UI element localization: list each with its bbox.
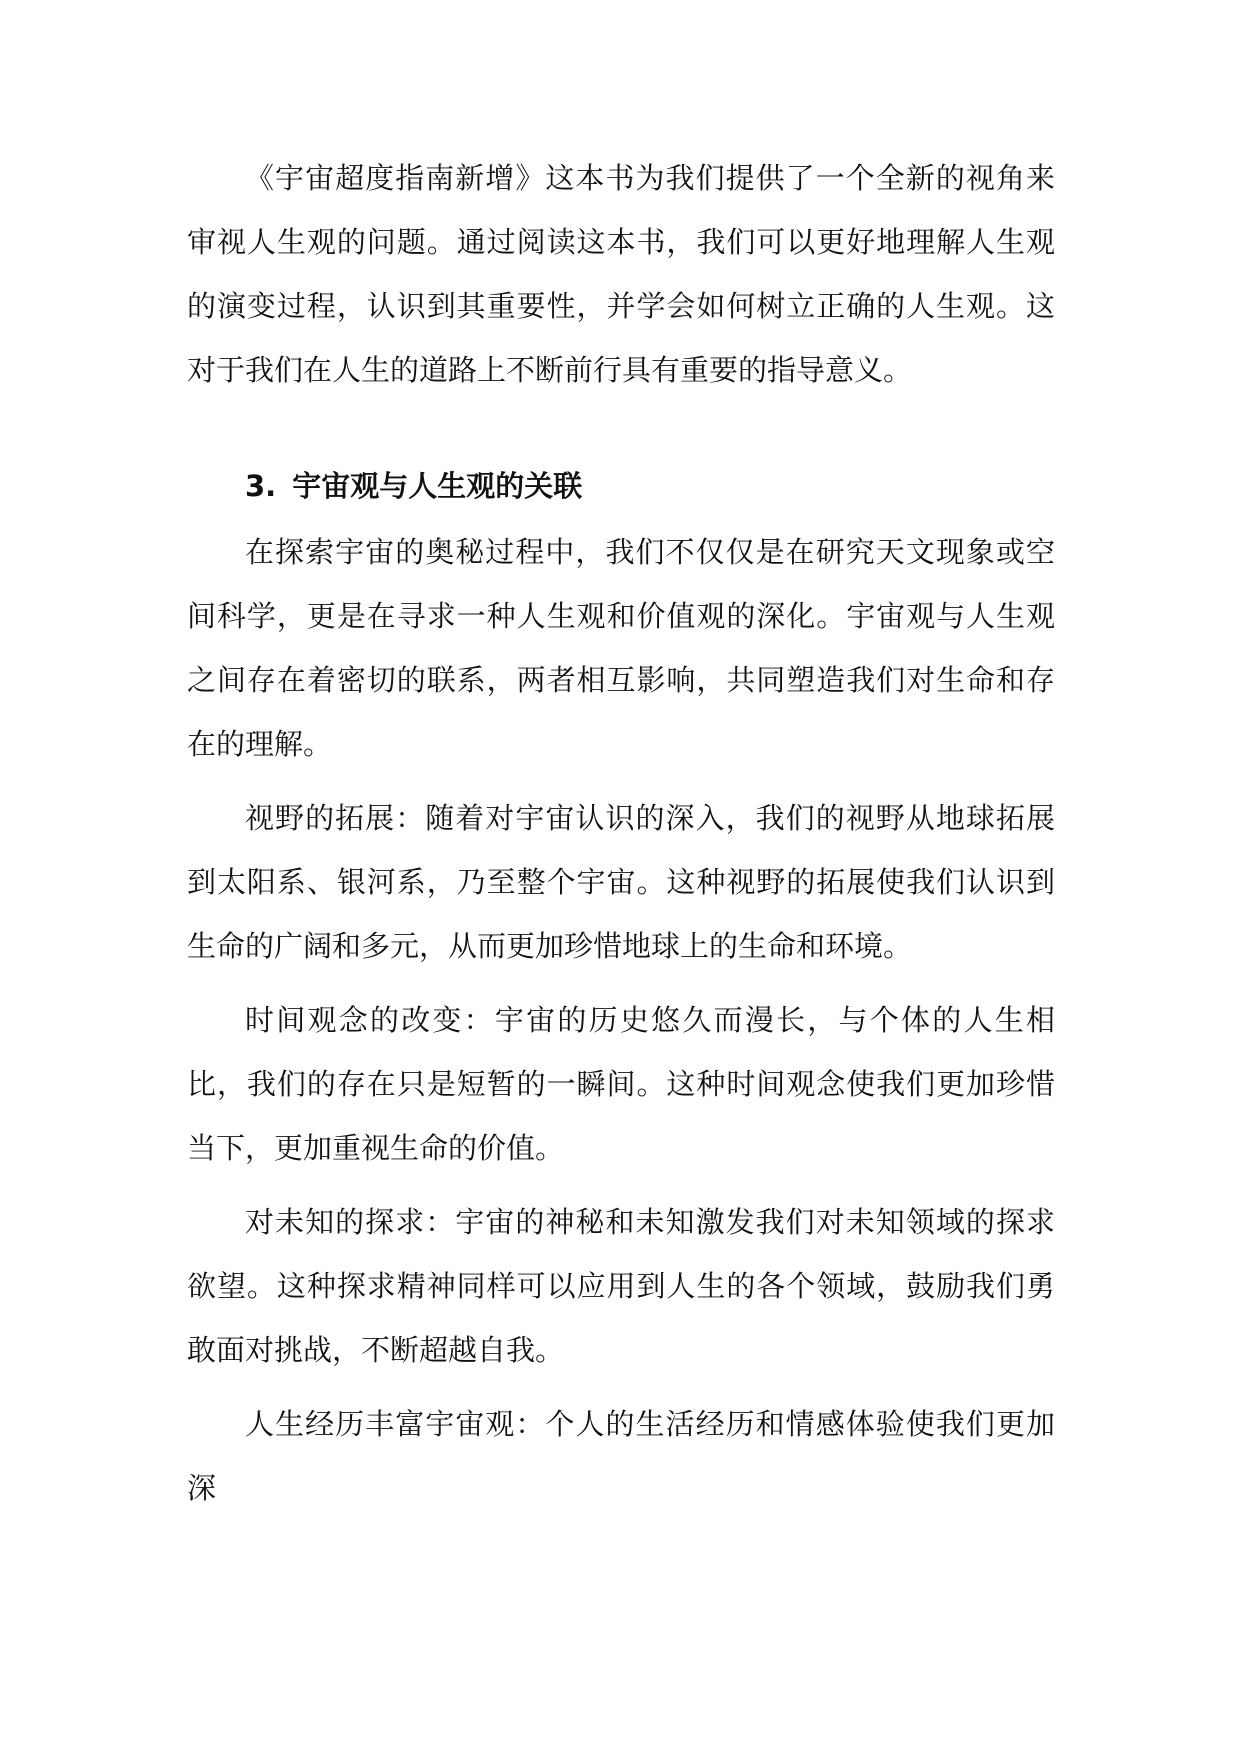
paragraph-cosmos-life-link: 在探索宇宙的奥秘过程中，我们不仅仅是在研究天文现象或空间科学，更是在寻求一种人生观和价值观的深化。宇宙观与人生观之间存在着密切的联系，两者相互影响，共同塑造我们对生命和存在的理解。 (187, 535, 1055, 761)
section-heading (187, 454, 1055, 518)
section-number: 3. (245, 469, 277, 503)
paragraph-life-experience: 人生经历丰富宇宙观：个人的生活经历和情感体验使我们更加深 (187, 1407, 1055, 1505)
paragraph-explore-unknown: 对未知的探求：宇宙的神秘和未知激发我们对未知领域的探求欲望。这种探求精神同样可以应用到人生的各个领域，鼓励我们勇敢面对挑战，不断超越自我。 (187, 1205, 1055, 1367)
paragraph-vision-expansion: 视野的拓展：随着对宇宙认识的深入，我们的视野从地球拓展到太阳系、银河系，乃至整个宇宙。这种视野的拓展使我们认识到生命的广阔和多元，从而更加珍惜地球上的生命和环境。 (187, 801, 1055, 963)
document-page (187, 146, 1055, 1520)
paragraph-time-concept: 时间观念的改变：宇宙的历史悠久而漫长，与个体的人生相比，我们的存在只是短暂的一瞬间。这种时间观念使我们更加珍惜当下，更加重视生命的价值。 (187, 1003, 1055, 1165)
paragraph-intro: 《宇宙超度指南新增》这本书为我们提供了一个全新的视角来审视人生观的问题。通过阅读这本书，我们可以更好地理解人生观的演变过程，认识到其重要性，并学会如何树立正确的人生观。这对于我们在人生的道路上不断前行具有重要的指导意义。 (187, 161, 1055, 387)
section-title: 宇宙观与人生观的关联 (292, 469, 583, 503)
